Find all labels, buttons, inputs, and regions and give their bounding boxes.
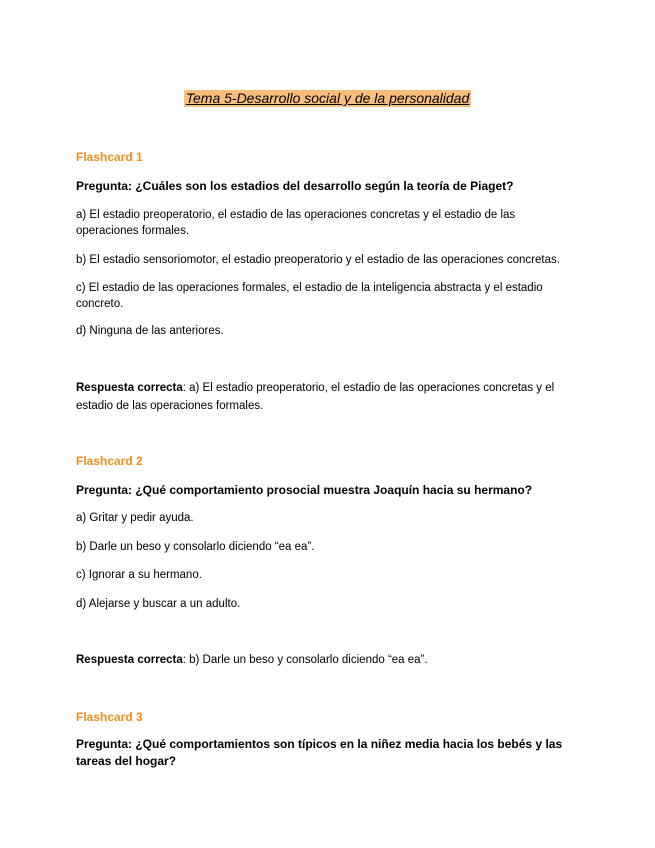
option-b: b) Darle un beso y consolarlo diciendo “ea ea”. [76,541,315,553]
option-c: c) El estadio de las operaciones formales, el estadio de la inteligencia abstracta y el estadio concreto. [76,282,543,310]
answer-label: Respuesta correcta [76,654,183,666]
correct-answer [76,379,576,415]
flashcard-question: Pregunta: ¿Qué comportamiento prosocial muestra Joaquín hacia su hermano? [76,483,533,497]
document-title: Tema 5-Desarrollo social y de la personalidad [185,90,470,106]
correct-answer [76,651,576,669]
flashcard-question: Pregunta: ¿Cuáles son los estadios del desarrollo según la teoría de Piaget? [76,179,514,193]
option-c: c) Ignorar a su hermano. [76,569,202,581]
option-d: d) Alejarse y buscar a un adulto. [76,598,241,610]
answer-text: : a) El estadio preoperatorio, el estadio de las operaciones concretas y el estadio de las operaciones formales. [76,382,555,412]
answer-text: : b) Darle un beso y consolarlo diciendo “ea ea”. [182,654,428,666]
flashcard-question: Pregunta: ¿Qué comportamientos son típicos en la niñez media hacia los bebés y las tareas del hogar? [76,737,563,768]
flashcard-label: Flashcard 1 [76,150,143,164]
answer-label: Respuesta correcta [76,382,183,394]
option-a: a) Gritar y pedir ayuda. [76,512,194,524]
option-b: b) El estadio sensoriomotor, el estadio preoperatorio y el estadio de las operaciones concretas. [76,254,560,266]
flashcard-label: Flashcard 2 [76,454,143,468]
option-d: d) Ninguna de las anteriores. [76,325,224,337]
flashcard-label: Flashcard 3 [76,710,143,724]
option-a: a) El estadio preoperatorio, el estadio de las operaciones concretas y el estadio de las operaciones formales. [76,209,516,237]
title-container [0,90,655,108]
